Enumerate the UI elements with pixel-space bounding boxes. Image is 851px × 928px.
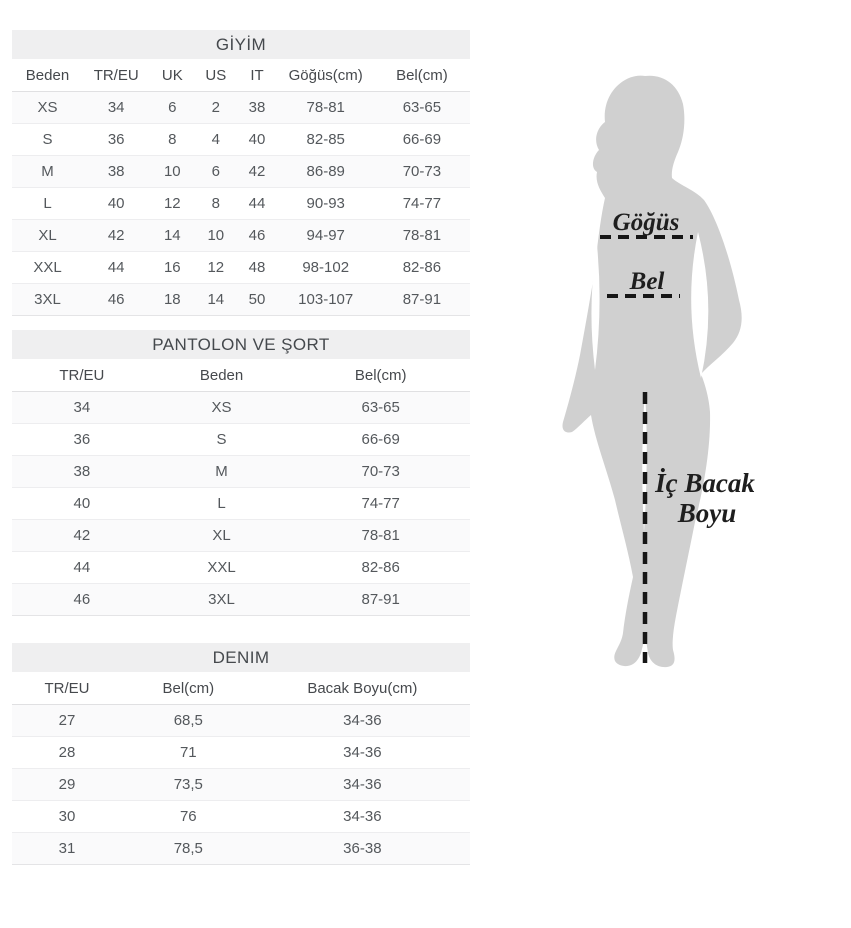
table-cell: 40 — [83, 188, 149, 220]
table-cell: 12 — [149, 188, 195, 220]
table-cell: 36 — [83, 124, 149, 156]
column-header: Bel(cm) — [122, 672, 255, 705]
table-cell: 98-102 — [278, 252, 374, 284]
table-cell: 34 — [83, 92, 149, 124]
table-cell: 6 — [195, 156, 236, 188]
table-cell: S — [152, 424, 292, 456]
table-cell: XXL — [12, 252, 83, 284]
pantolon-size-table — [12, 359, 470, 616]
table-cell: 44 — [236, 188, 277, 220]
table-cell: 42 — [236, 156, 277, 188]
table-cell: 78-81 — [291, 520, 470, 552]
table-cell: 8 — [149, 124, 195, 156]
inseam-label-line1: İç Bacak — [655, 468, 755, 498]
table-cell: 74-77 — [374, 188, 470, 220]
column-header: TR/EU — [83, 59, 149, 92]
table-cell: 68,5 — [122, 705, 255, 737]
table-cell: 66-69 — [291, 424, 470, 456]
table-cell: 46 — [236, 220, 277, 252]
column-header: Bacak Boyu(cm) — [255, 672, 470, 705]
table-cell: 34-36 — [255, 737, 470, 769]
table-row — [12, 552, 470, 584]
table-row — [12, 769, 470, 801]
woman-silhouette — [562, 76, 741, 667]
table-cell: 78,5 — [122, 833, 255, 865]
table-cell: XXL — [152, 552, 292, 584]
table-cell: 29 — [12, 769, 122, 801]
table-row — [12, 220, 470, 252]
table-cell: 63-65 — [374, 92, 470, 124]
table-cell: 3XL — [12, 284, 83, 316]
table-cell: L — [152, 488, 292, 520]
table-cell: 82-86 — [291, 552, 470, 584]
table-cell: 34-36 — [255, 801, 470, 833]
table-cell: XL — [152, 520, 292, 552]
table-cell: 73,5 — [122, 769, 255, 801]
table-row — [12, 801, 470, 833]
table-cell: 90-93 — [278, 188, 374, 220]
table-row — [12, 188, 470, 220]
table-cell: 44 — [83, 252, 149, 284]
measurement-figure-pane — [545, 60, 845, 670]
table-row — [12, 705, 470, 737]
table-cell: 6 — [149, 92, 195, 124]
column-header: Beden — [152, 359, 292, 392]
table-cell: 82-86 — [374, 252, 470, 284]
pantolon-table-title: PANTOLON VE ŞORT — [12, 330, 470, 359]
table-cell: 4 — [195, 124, 236, 156]
table-cell: 78-81 — [374, 220, 470, 252]
table-cell: 27 — [12, 705, 122, 737]
table-cell: XS — [152, 392, 292, 424]
table-row — [12, 252, 470, 284]
denim-table-section — [12, 643, 470, 865]
table-cell: 34 — [12, 392, 152, 424]
body-measurement-figure — [545, 60, 845, 670]
table-cell: M — [12, 156, 83, 188]
table-cell: 38 — [12, 456, 152, 488]
table-row — [12, 456, 470, 488]
giyim-table-section — [12, 30, 470, 316]
table-cell: 10 — [195, 220, 236, 252]
table-row — [12, 520, 470, 552]
table-row — [12, 92, 470, 124]
table-cell: 34-36 — [255, 769, 470, 801]
chest-label: Göğüs — [612, 209, 680, 236]
table-cell: 36 — [12, 424, 152, 456]
table-row — [12, 124, 470, 156]
table-cell: 40 — [12, 488, 152, 520]
table-cell: 38 — [83, 156, 149, 188]
table-cell: 50 — [236, 284, 277, 316]
column-header: TR/EU — [12, 672, 122, 705]
table-cell: 40 — [236, 124, 277, 156]
column-header: US — [195, 59, 236, 92]
table-row — [12, 284, 470, 316]
table-cell: XL — [12, 220, 83, 252]
table-row — [12, 424, 470, 456]
table-cell: 18 — [149, 284, 195, 316]
table-cell: 71 — [122, 737, 255, 769]
table-cell: 82-85 — [278, 124, 374, 156]
table-cell: 46 — [83, 284, 149, 316]
column-header: Bel(cm) — [291, 359, 470, 392]
table-cell: 70-73 — [291, 456, 470, 488]
column-header: Beden — [12, 59, 83, 92]
denim-table-title: DENIM — [12, 643, 470, 672]
table-cell: 8 — [195, 188, 236, 220]
column-header: TR/EU — [12, 359, 152, 392]
table-cell: 74-77 — [291, 488, 470, 520]
pantolon-table-section — [12, 330, 470, 616]
inseam-label-line2: Boyu — [677, 498, 737, 528]
table-row — [12, 833, 470, 865]
waist-label: Bel — [629, 268, 665, 295]
table-cell: 70-73 — [374, 156, 470, 188]
table-cell: 36-38 — [255, 833, 470, 865]
giyim-size-table — [12, 59, 470, 316]
table-header-row — [12, 672, 470, 705]
table-cell: 16 — [149, 252, 195, 284]
column-header: UK — [149, 59, 195, 92]
denim-size-table — [12, 672, 470, 865]
table-cell: 94-97 — [278, 220, 374, 252]
table-cell: L — [12, 188, 83, 220]
table-cell: 76 — [122, 801, 255, 833]
table-header-row — [12, 359, 470, 392]
table-cell: 63-65 — [291, 392, 470, 424]
table-cell: S — [12, 124, 83, 156]
table-cell: 87-91 — [291, 584, 470, 616]
table-row — [12, 737, 470, 769]
table-cell: 86-89 — [278, 156, 374, 188]
table-cell: 44 — [12, 552, 152, 584]
table-cell: 14 — [149, 220, 195, 252]
table-cell: 42 — [12, 520, 152, 552]
table-cell: 14 — [195, 284, 236, 316]
size-tables-pane — [12, 30, 470, 879]
table-cell: 3XL — [152, 584, 292, 616]
table-header-row — [12, 59, 470, 92]
table-cell: 48 — [236, 252, 277, 284]
table-cell: XS — [12, 92, 83, 124]
table-row — [12, 488, 470, 520]
table-cell: 30 — [12, 801, 122, 833]
table-cell: 12 — [195, 252, 236, 284]
column-header: Göğüs(cm) — [278, 59, 374, 92]
table-row — [12, 584, 470, 616]
table-cell: 66-69 — [374, 124, 470, 156]
table-cell: 103-107 — [278, 284, 374, 316]
column-header: IT — [236, 59, 277, 92]
table-cell: 10 — [149, 156, 195, 188]
table-cell: 46 — [12, 584, 152, 616]
table-row — [12, 156, 470, 188]
table-cell: 42 — [83, 220, 149, 252]
column-header: Bel(cm) — [374, 59, 470, 92]
table-cell: 2 — [195, 92, 236, 124]
table-cell: 38 — [236, 92, 277, 124]
table-cell: 31 — [12, 833, 122, 865]
table-cell: 78-81 — [278, 92, 374, 124]
table-cell: 34-36 — [255, 705, 470, 737]
table-row — [12, 392, 470, 424]
table-cell: 87-91 — [374, 284, 470, 316]
giyim-table-title: GİYİM — [12, 30, 470, 59]
table-cell: M — [152, 456, 292, 488]
table-cell: 28 — [12, 737, 122, 769]
